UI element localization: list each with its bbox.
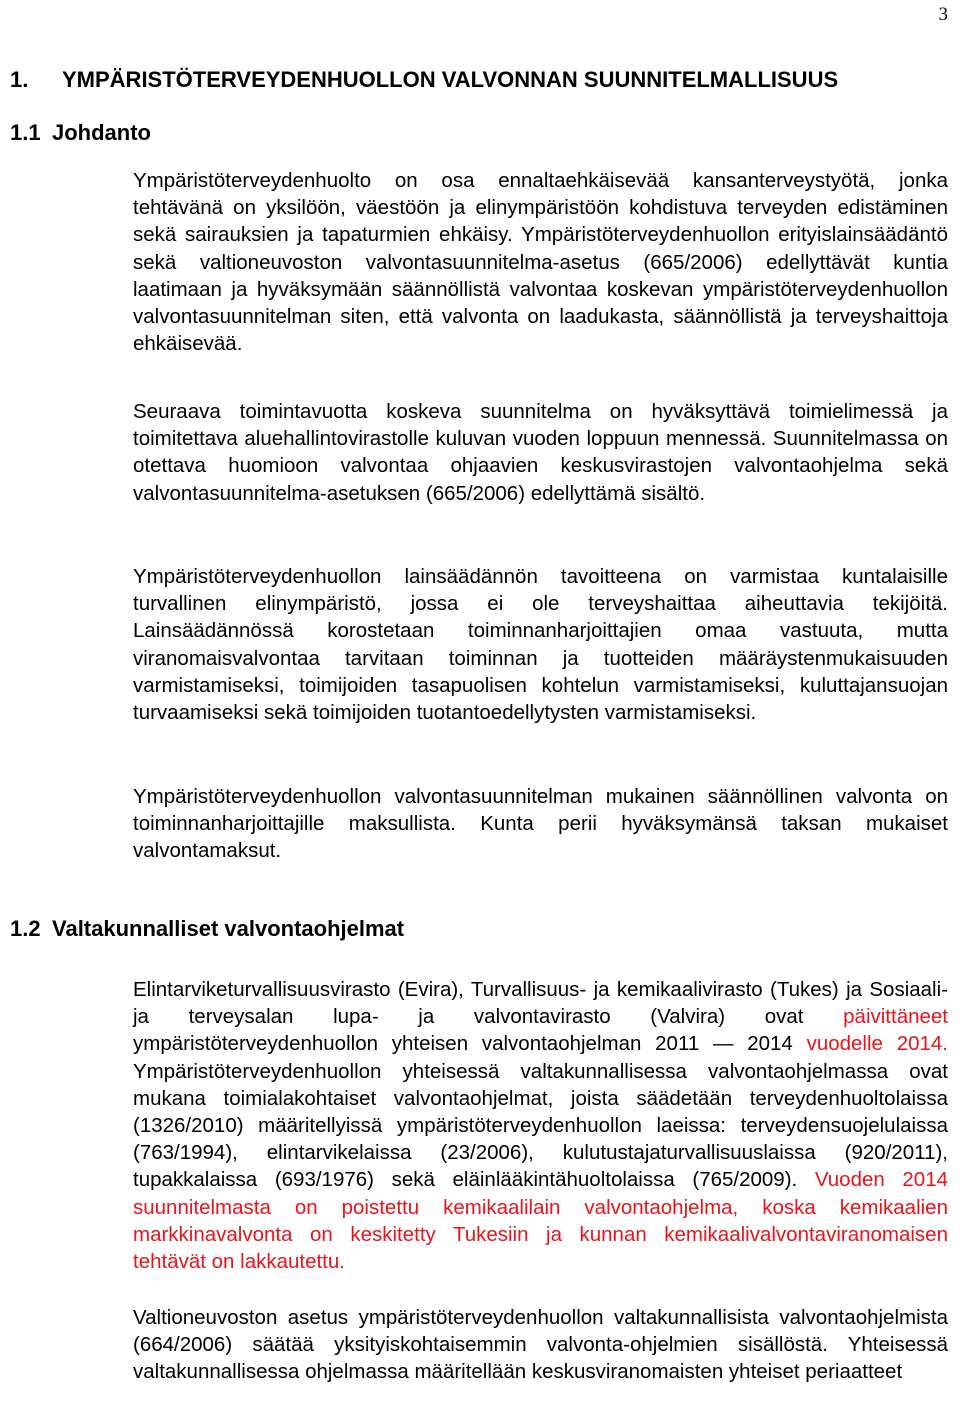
section-number: 1. [10,67,29,92]
text-segment-chemical-removed: Vuoden 2014 suunnitelmasta on poistettu kemikaalilain valvontaohjelma, koska kemikaalien markkinavalvonta on keskitetty Tukesiin ja kunnan kemikaalivalvontaviranomaisen tehtävät on lakkautettu. [133,1168,948,1274]
text-segment: ympäristöterveydenhuollon yhteisen valvontaohjelman 2011 — 2014 [133,1032,807,1056]
paragraph-legislation-goal: Ympäristöterveydenhuollon lainsäädännön tavoitteena on varmistaa kuntalaisille turvallinen elinympäristö, jossa ei ole terveyshaittaa aiheuttavia tekijöitä. Lainsäädännössä korostetaan toiminnanharjoittajien omaa vastuuta, mutta viranomaisvalvontaa tarvitaan toiminnan ja tuotteiden määräystenmukaisuuden varmistamiseksi, toimijoiden tasapuolisen kohtelun varmistamiseksi, kuluttajansuojan turvaamiseksi sekä toimijoiden tuotantoedellytysten varmistamiseksi. [133,565,948,725]
paragraph-fees: Ympäristöterveydenhuollon valvontasuunnitelman mukainen säännöllinen valvonta on toiminnanharjoittajille maksullista. Kunta perii hyväksymänsä taksan mukaiset valvontamaksut. [133,785,948,863]
section-title: Valtakunnalliset valvontaohjelmat [52,916,405,941]
paragraph-intro: Ympäristöterveydenhuolto on osa ennaltaehkäisevää kansanterveystyötä, jonka tehtävänä on yksilöön, väestöön ja elinympäristöön kohdistuva terveyden edistäminen sekä sairauksien ja tapaturmien ehkäisy. Ympäristöterveydenhuollon erityislainsäädäntö sekä valtioneuvoston valvontasuunnitelma-asetus (665/2006) edellyttävät kuntia laatimaan ja hyväksymään säännöllistä valvontaa koskevan ympäristöterveydenhuollon valvontasuunnitelman siten, että valvonta on laadukasta, säännöllistä ja terveyshaittoja ehkäisevää. [133,169,948,356]
section-heading-1-2 [10,916,404,942]
paragraph-government-decree: Valtioneuvoston asetus ympäristöterveydenhuollon valtakunnallisista valvontaohjelmista (664/2006) säätää yksityiskohtaisemmin valvonta-ohjelmien sisällöstä. Yhteisessä valtakunnallisessa ohjelmassa määritellään keskusviranomaisten yhteiset periaatteet [133,1306,948,1384]
text-segment-updated: päivittäneet [843,1005,948,1029]
text-segment: Ympäristöterveydenhuollon yhteisessä valtakunnallisessa valvontaohjelmassa ovat mukana toimialakohtaiset valvontaohjelmat, joista säädetään terveydenhuoltolaissa (1326/2010) määritellyissä ympäristöterveydenhuollon laeissa: terveydensuojelulaissa (763/1994), elintarvikelaissa (23/2006), kulutustajaturvallisuuslaissa (920/2011), tupakkalaissa (693/1976) sekä eläinlääkintähuoltolaissa (765/2009). [133,1059,948,1192]
section-number: 1.1 [10,120,41,145]
section-heading-1 [10,67,838,93]
section-title: YMPÄRISTÖTERVEYDENHUOLLON VALVONNAN SUUNNITELMALLISUUS [62,67,839,92]
section-heading-1-1 [10,120,151,146]
text-segment: Elintarviketurvallisuusvirasto (Evira), Turvallisuus- ja kemikaalivirasto (Tukes) ja Sosiaali- ja terveysalan lupa- ja valvontavirasto (Valvira) ovat [133,978,948,1029]
paragraph-national-programs [133,976,948,1275]
paragraph-annual-plan: Seuraava toimintavuotta koskeva suunnitelma on hyväksyttävä toimielimessä ja toimitettava aluehallintovirastolle kuluvan vuoden loppuun mennessä. Suunnitelmassa on otettava huomioon valvontaa ohjaavien keskusvirastojen valvontaohjelma sekä valvontasuunnitelma-asetuksen (665/2006) edellyttämä sisältö. [133,400,948,505]
page-number: 3 [938,4,948,25]
text-segment-year: vuodelle 2014. [806,1032,948,1056]
section-number: 1.2 [10,916,41,941]
section-title: Johdanto [52,120,151,145]
